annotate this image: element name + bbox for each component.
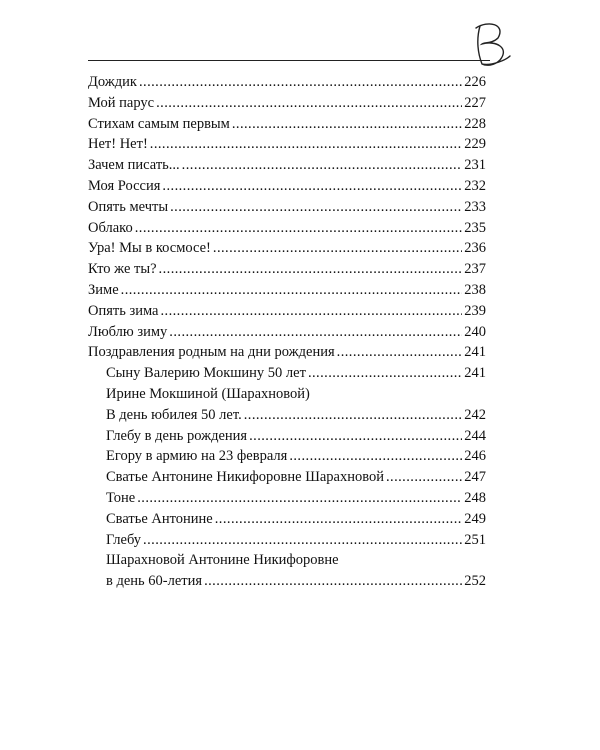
toc-entry-page: 242 — [464, 406, 486, 423]
toc-entry-page: 228 — [464, 115, 486, 132]
toc-entry-title: Зачем писать... — [88, 157, 180, 174]
toc-entry — [88, 197, 486, 218]
toc-entry — [88, 93, 486, 114]
toc-entry-page: 246 — [464, 448, 486, 465]
toc-entry — [88, 114, 486, 135]
toc-entry — [88, 259, 486, 280]
toc-entry-title: Глебу в день рождения — [106, 427, 248, 444]
toc-entry — [88, 384, 486, 405]
toc-entry — [88, 550, 486, 571]
toc-entry — [88, 488, 486, 509]
toc-entry-title: Опять зима — [88, 302, 159, 319]
toc-leader-dots — [170, 197, 462, 218]
toc-leader-dots — [215, 509, 463, 530]
toc-leader-dots — [249, 426, 462, 447]
toc-leader-dots — [244, 405, 463, 426]
toc-entry-title: Нет! Нет! — [88, 136, 148, 153]
toc-entry-page: 226 — [464, 74, 486, 90]
toc-leader-dots — [308, 363, 462, 384]
toc-entry-title: Егору в армию на 23 февраля — [106, 448, 288, 465]
toc-entry — [88, 155, 486, 176]
toc-entry — [88, 238, 486, 259]
toc-leader-dots — [182, 155, 463, 176]
toc-entry-page: 240 — [464, 323, 486, 340]
toc-entry-page: 233 — [464, 198, 486, 215]
toc-entry-title: Моя Россия — [88, 177, 161, 194]
toc-entry-page: 251 — [464, 531, 486, 548]
toc-entry-page: 249 — [464, 510, 486, 527]
toc-entry — [88, 446, 486, 467]
toc-entry-title: Мой парус — [88, 94, 155, 111]
toc-leader-dots — [143, 530, 462, 551]
toc-entry — [88, 301, 486, 322]
toc-entry-page: 244 — [464, 427, 486, 444]
toc-entry-title: Тоне — [106, 489, 136, 506]
toc-entry-title: Люблю зиму — [88, 323, 168, 340]
toc-entry-title: Ура! Мы в космосе! — [88, 240, 211, 257]
toc-entry-page: 236 — [464, 240, 486, 257]
toc-leader-dots — [386, 467, 462, 488]
toc-entry-title: Ирине Мокшиной (Шарахновой) — [106, 385, 310, 402]
toc-entry-page: 252 — [464, 573, 486, 590]
toc-entry-page: 237 — [464, 261, 486, 278]
toc-entry-title: Сватье Антонине Никифоровне Шарахновой — [106, 469, 384, 486]
toc-leader-dots — [204, 571, 462, 592]
toc-leader-dots — [213, 238, 462, 259]
toc-entry — [88, 72, 486, 93]
toc-leader-dots — [289, 446, 462, 467]
toc-entry-page: 227 — [464, 94, 486, 111]
toc-entry-page: 232 — [464, 177, 486, 194]
toc-entry-title: Глебу — [106, 531, 142, 548]
toc-leader-dots — [137, 488, 462, 509]
toc-entry-title: в день 60-летия — [106, 573, 203, 590]
toc-entry-page: 248 — [464, 489, 486, 506]
toc-entry-title: Стихам самым первым — [88, 115, 230, 132]
toc-leader-dots — [159, 259, 463, 280]
toc-entry-title: Опять мечты — [88, 198, 169, 215]
toc-entry — [88, 218, 486, 239]
toc-entry-page: 247 — [464, 469, 486, 486]
toc-leader-dots — [162, 176, 462, 197]
toc-leader-dots — [121, 280, 463, 301]
toc-entry — [88, 176, 486, 197]
toc-entry-page: 238 — [464, 281, 486, 298]
toc-entry — [88, 426, 486, 447]
table-of-contents — [88, 72, 486, 592]
header-rule — [88, 60, 490, 61]
toc-leader-dots — [337, 342, 463, 363]
toc-entry-title: Шарахновой Антонине Никифоровне — [106, 552, 339, 569]
toc-entry — [88, 322, 486, 343]
toc-entry — [88, 467, 486, 488]
toc-leader-dots — [232, 114, 462, 135]
toc-entry — [88, 280, 486, 301]
toc-entry — [88, 342, 486, 363]
toc-leader-dots — [160, 301, 462, 322]
toc-entry-title: Сватье Антонине — [106, 510, 213, 527]
toc-leader-dots — [150, 134, 462, 155]
toc-entry — [88, 405, 486, 426]
toc-entry-title: Облако — [88, 219, 133, 236]
toc-entry-title: Поздравления родным на дни рождения — [88, 344, 335, 361]
toc-entry-title: Сыну Валерию Мокшину 50 лет — [106, 365, 306, 382]
chapter-letter-logo — [470, 20, 514, 70]
toc-entry-page: 231 — [464, 157, 486, 174]
toc-entry-page: 241 — [464, 344, 486, 361]
toc-leader-dots — [135, 218, 463, 239]
toc-entry — [88, 530, 486, 551]
toc-entry — [88, 509, 486, 530]
toc-entry-title: Кто же ты? — [88, 261, 157, 278]
toc-entry — [88, 571, 486, 592]
toc-entry-page: 241 — [464, 365, 486, 382]
toc-leader-dots — [156, 93, 462, 114]
toc-entry-page: 239 — [464, 302, 486, 319]
toc-entry-title: Дождик — [88, 74, 137, 90]
toc-entry — [88, 363, 486, 384]
toc-leader-dots — [169, 322, 462, 343]
toc-leader-dots — [139, 72, 462, 93]
toc-entry-title: Зиме — [88, 281, 119, 298]
toc-entry-title: В день юбилея 50 лет. — [106, 406, 242, 423]
toc-entry — [88, 134, 486, 155]
toc-entry-page: 229 — [464, 136, 486, 153]
toc-entry-page: 235 — [464, 219, 486, 236]
